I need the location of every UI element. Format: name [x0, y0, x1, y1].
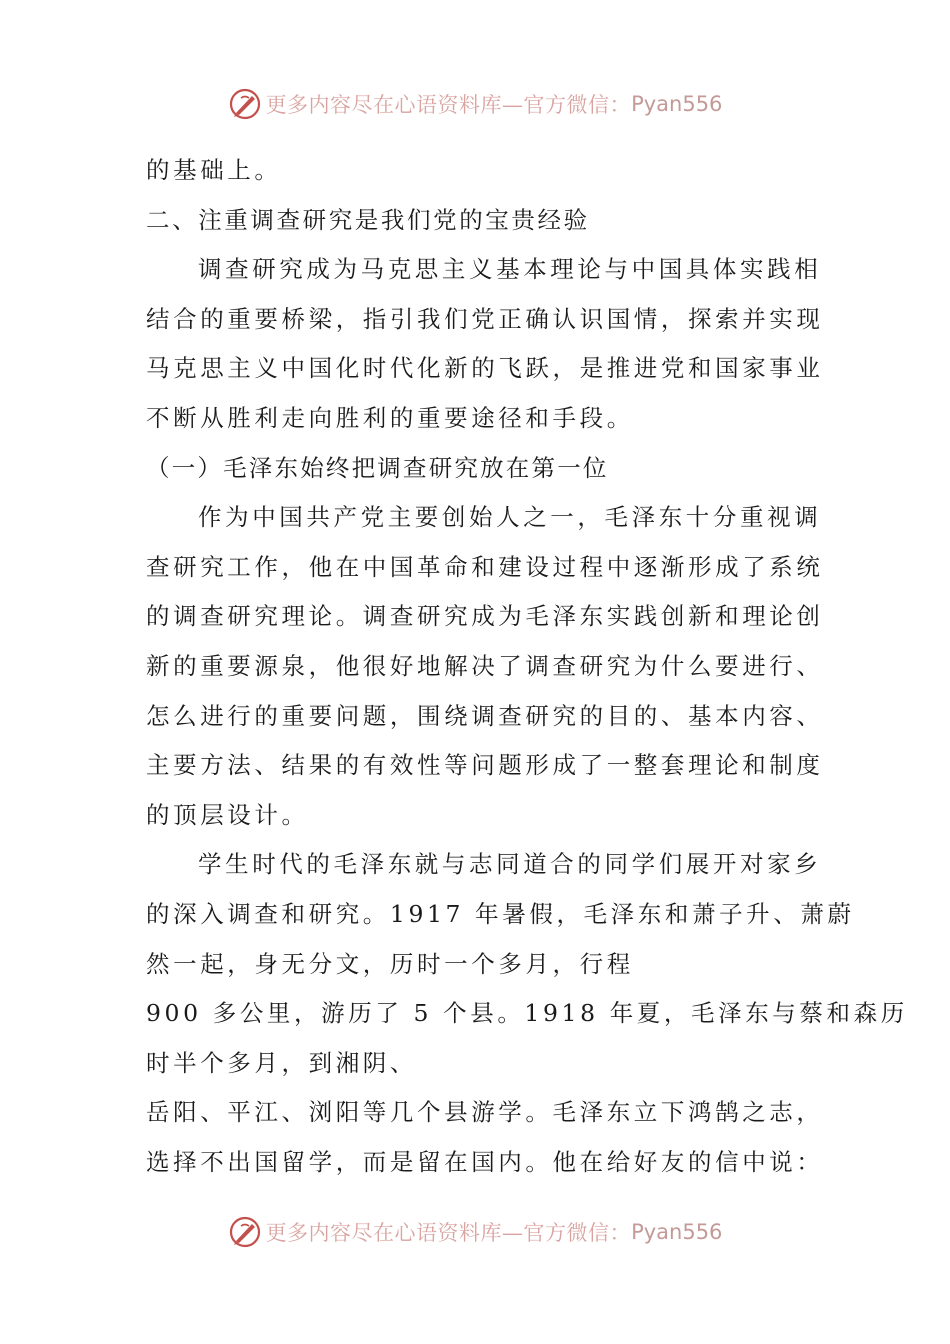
- paragraph-line: 结合的重要桥梁，指引我们党正确认识国情，探索并实现: [146, 304, 824, 333]
- paragraph-line: 的调查研究理论。调查研究成为毛泽东实践创新和理论创: [146, 602, 824, 631]
- paragraph-line: 新的重要源泉，他很好地解决了调查研究为什么要进行、: [146, 651, 824, 680]
- pen-logo-icon: [228, 87, 262, 121]
- paragraph-line: 900 多公里，游历了 5 个县。1918 年夏，毛泽东与蔡和森历: [146, 999, 908, 1028]
- watermark-header: [0, 84, 950, 124]
- paragraph-line: 怎么进行的重要问题，围绕调查研究的目的、基本内容、: [146, 701, 824, 730]
- paragraph-line: 的顶层设计。: [146, 800, 309, 829]
- paragraph-line: 查研究工作，他在中国革命和建设过程中逐渐形成了系统: [146, 552, 824, 581]
- paragraph-line: 调查研究成为马克思主义基本理论与中国具体实践相: [198, 255, 822, 284]
- subsection-heading: （一）毛泽东始终把调查研究放在第一位: [146, 453, 609, 482]
- paragraph-line: 作为中国共产党主要创始人之一，毛泽东十分重视调: [198, 503, 822, 532]
- document-body: [146, 146, 908, 1187]
- text-line: 的基础上。: [146, 156, 282, 184]
- paragraph-line: 选择不出国留学，而是留在国内。他在给好友的信中说：: [146, 1147, 824, 1176]
- watermark-footer: [0, 1212, 950, 1252]
- watermark-wechat-id: Pyan556: [631, 92, 723, 116]
- paragraph-line: 的深入调查和研究。1917 年暑假，毛泽东和萧子升、萧蔚: [146, 899, 855, 928]
- paragraph-line: 然一起，身无分文，历时一个多月，行程: [146, 949, 634, 978]
- paragraph-line: 岳阳、平江、浏阳等几个县游学。毛泽东立下鸿鹄之志，: [146, 1098, 824, 1127]
- paragraph-line: 时半个多月，到湘阴、: [146, 1048, 417, 1077]
- watermark-wechat-id: Pyan556: [631, 1220, 723, 1244]
- watermark-text: 更多内容尽在心语资料库—官方微信：: [265, 93, 632, 117]
- section-heading: 二、注重调查研究是我们党的宝贵经验: [146, 205, 590, 234]
- paragraph-line: 不断从胜利走向胜利的重要途径和手段。: [146, 403, 634, 432]
- watermark-text: 更多内容尽在心语资料库—官方微信：: [265, 1221, 632, 1245]
- paragraph-line: 马克思主义中国化时代化新的飞跃，是推进党和国家事业: [146, 354, 824, 383]
- pen-logo-icon: [228, 1215, 262, 1249]
- paragraph-line: 主要方法、结果的有效性等问题形成了一整套理论和制度: [146, 751, 824, 780]
- paragraph-line: 学生时代的毛泽东就与志同道合的同学们展开对家乡: [198, 850, 822, 879]
